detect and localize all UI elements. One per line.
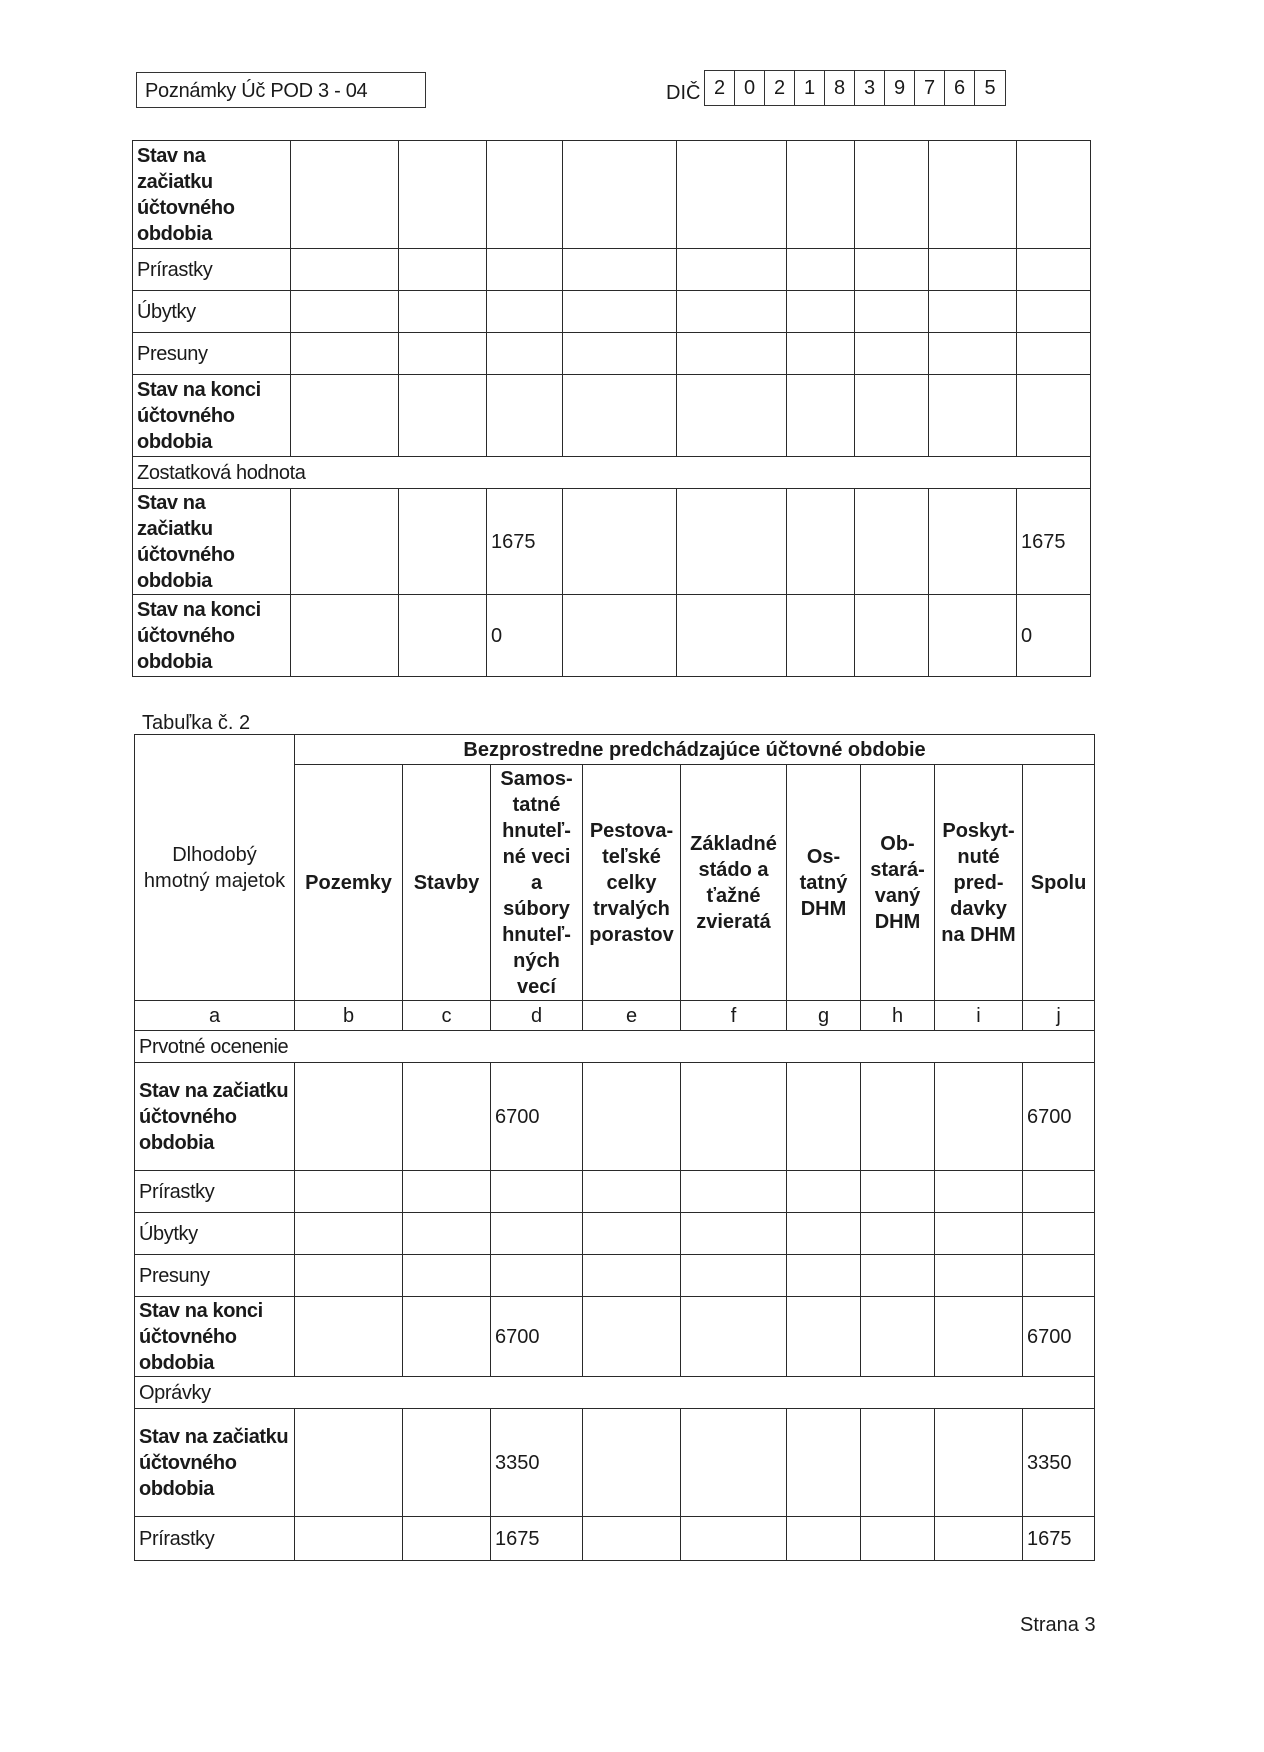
col-letter: a	[135, 1001, 295, 1031]
dic-digit: 7	[915, 71, 945, 105]
table-row	[135, 1213, 1095, 1255]
cell-j	[1017, 291, 1091, 333]
table-row	[135, 1517, 1095, 1561]
cell-d: 0	[487, 595, 563, 677]
col-header-g: Os- tatný DHM	[787, 765, 861, 1001]
col-header-d: Samos- tatné hnuteľ- né veci a súbory hnuteľ- ných vecí	[491, 765, 583, 1001]
col-header-a: Dlhodobý hmotný majetok	[135, 735, 295, 1001]
row-label: Stav na začiatku účtovného obdobia	[135, 1063, 295, 1171]
cell-d	[491, 1171, 583, 1213]
table-row	[133, 489, 1091, 595]
col-header-e: Pestova- teľské celky trvalých porastov	[583, 765, 681, 1001]
dic-digit: 6	[945, 71, 975, 105]
dic-digit: 3	[855, 71, 885, 105]
table-row	[135, 1409, 1095, 1517]
col-header-i: Poskyt- nuté pred- davky na DHM	[935, 765, 1023, 1001]
section-label: Zostatková hodnota	[133, 457, 1091, 489]
col-letter: f	[681, 1001, 787, 1031]
dic-digit: 0	[735, 71, 765, 105]
table-row	[135, 1255, 1095, 1297]
dic-digit: 1	[795, 71, 825, 105]
row-label: Stav na konci účtovného obdobia	[135, 1297, 295, 1377]
cell-d	[487, 141, 563, 249]
section-row	[133, 457, 1091, 489]
dic-digit: 5	[984, 77, 996, 99]
dic-label: DIČ	[666, 82, 701, 104]
row-label: Presuny	[133, 333, 291, 375]
dic-digit: 9	[885, 71, 915, 105]
row-label: Stav na začiatku účtovného obdobia	[133, 489, 291, 595]
table-row	[133, 375, 1091, 457]
row-label: Prírastky	[135, 1171, 295, 1213]
cell-j: 0	[1017, 595, 1091, 677]
table-row	[133, 249, 1091, 291]
table-row	[133, 291, 1091, 333]
cell-j: 3350	[1023, 1409, 1095, 1517]
group-header: Bezprostredne predchádzajúce účtovné obdobie	[295, 735, 1095, 765]
col-letter: e	[583, 1001, 681, 1031]
section-label: Oprávky	[135, 1377, 1095, 1409]
col-header-c: Stavby	[403, 765, 491, 1001]
row-label: Stav na konci účtovného obdobia	[133, 375, 291, 457]
col-letter: h	[861, 1001, 935, 1031]
col-letter: d	[491, 1001, 583, 1031]
col-header-h: Ob- stará- vaný DHM	[861, 765, 935, 1001]
col-header-b: Pozemky	[295, 765, 403, 1001]
cell-d	[491, 1255, 583, 1297]
cell-d: 1675	[491, 1517, 583, 1561]
cell-d	[487, 291, 563, 333]
dic-digit: 8	[825, 71, 855, 105]
letter-row	[135, 1001, 1095, 1031]
cell-j	[1017, 333, 1091, 375]
cell-j	[1017, 375, 1091, 457]
row-label: Stav na začiatku účtovného obdobia	[135, 1409, 295, 1517]
table-1	[132, 140, 1091, 677]
cell-d: 6700	[491, 1297, 583, 1377]
row-label: Presuny	[135, 1255, 295, 1297]
cell-j	[1023, 1213, 1095, 1255]
col-header-f: Základné stádo a ťažné zvieratá	[681, 765, 787, 1001]
col-header-j: Spolu	[1023, 765, 1095, 1001]
table-2	[134, 734, 1095, 1561]
cell-d: 6700	[491, 1063, 583, 1171]
document-reference: Poznámky Úč POD 3 - 04	[136, 72, 426, 108]
cell-j: 1675	[1017, 489, 1091, 595]
row-label: Stav na konci účtovného obdobia	[133, 595, 291, 677]
header-row	[135, 735, 1095, 765]
col-letter: j	[1023, 1001, 1095, 1031]
col-letter: g	[787, 1001, 861, 1031]
cell-j	[1017, 141, 1091, 249]
col-letter: c	[403, 1001, 491, 1031]
dic-digit: 2	[705, 71, 735, 105]
col-letter: b	[295, 1001, 403, 1031]
row-label: Úbytky	[133, 291, 291, 333]
cell-j: 6700	[1023, 1063, 1095, 1171]
cell-j: 1675	[1023, 1517, 1095, 1561]
cell-j	[1017, 249, 1091, 291]
row-label: Úbytky	[135, 1213, 295, 1255]
row-label: Prírastky	[133, 249, 291, 291]
cell-d	[491, 1213, 583, 1255]
section-row	[135, 1377, 1095, 1409]
table-row	[133, 141, 1091, 249]
col-letter: i	[935, 1001, 1023, 1031]
cell-d	[487, 333, 563, 375]
table-row	[135, 1063, 1095, 1171]
table-row	[135, 1297, 1095, 1377]
dic-digit: 2	[765, 71, 795, 105]
dic-number	[704, 70, 1006, 106]
table-caption: Tabuľka č. 2	[142, 712, 251, 734]
cell-j	[1023, 1171, 1095, 1213]
page-number: Strana 3	[1020, 1614, 1096, 1636]
table-row	[133, 333, 1091, 375]
section-label: Prvotné ocenenie	[135, 1031, 1095, 1063]
cell-d	[487, 249, 563, 291]
table-row	[135, 1171, 1095, 1213]
table-row	[133, 595, 1091, 677]
cell-d: 3350	[491, 1409, 583, 1517]
section-row	[135, 1031, 1095, 1063]
cell-d	[487, 375, 563, 457]
row-label: Stav na začiatku účtovného obdobia	[133, 141, 291, 249]
cell-d: 1675	[487, 489, 563, 595]
row-label: Prírastky	[135, 1517, 295, 1561]
cell-j: 6700	[1023, 1297, 1095, 1377]
cell-j	[1023, 1255, 1095, 1297]
